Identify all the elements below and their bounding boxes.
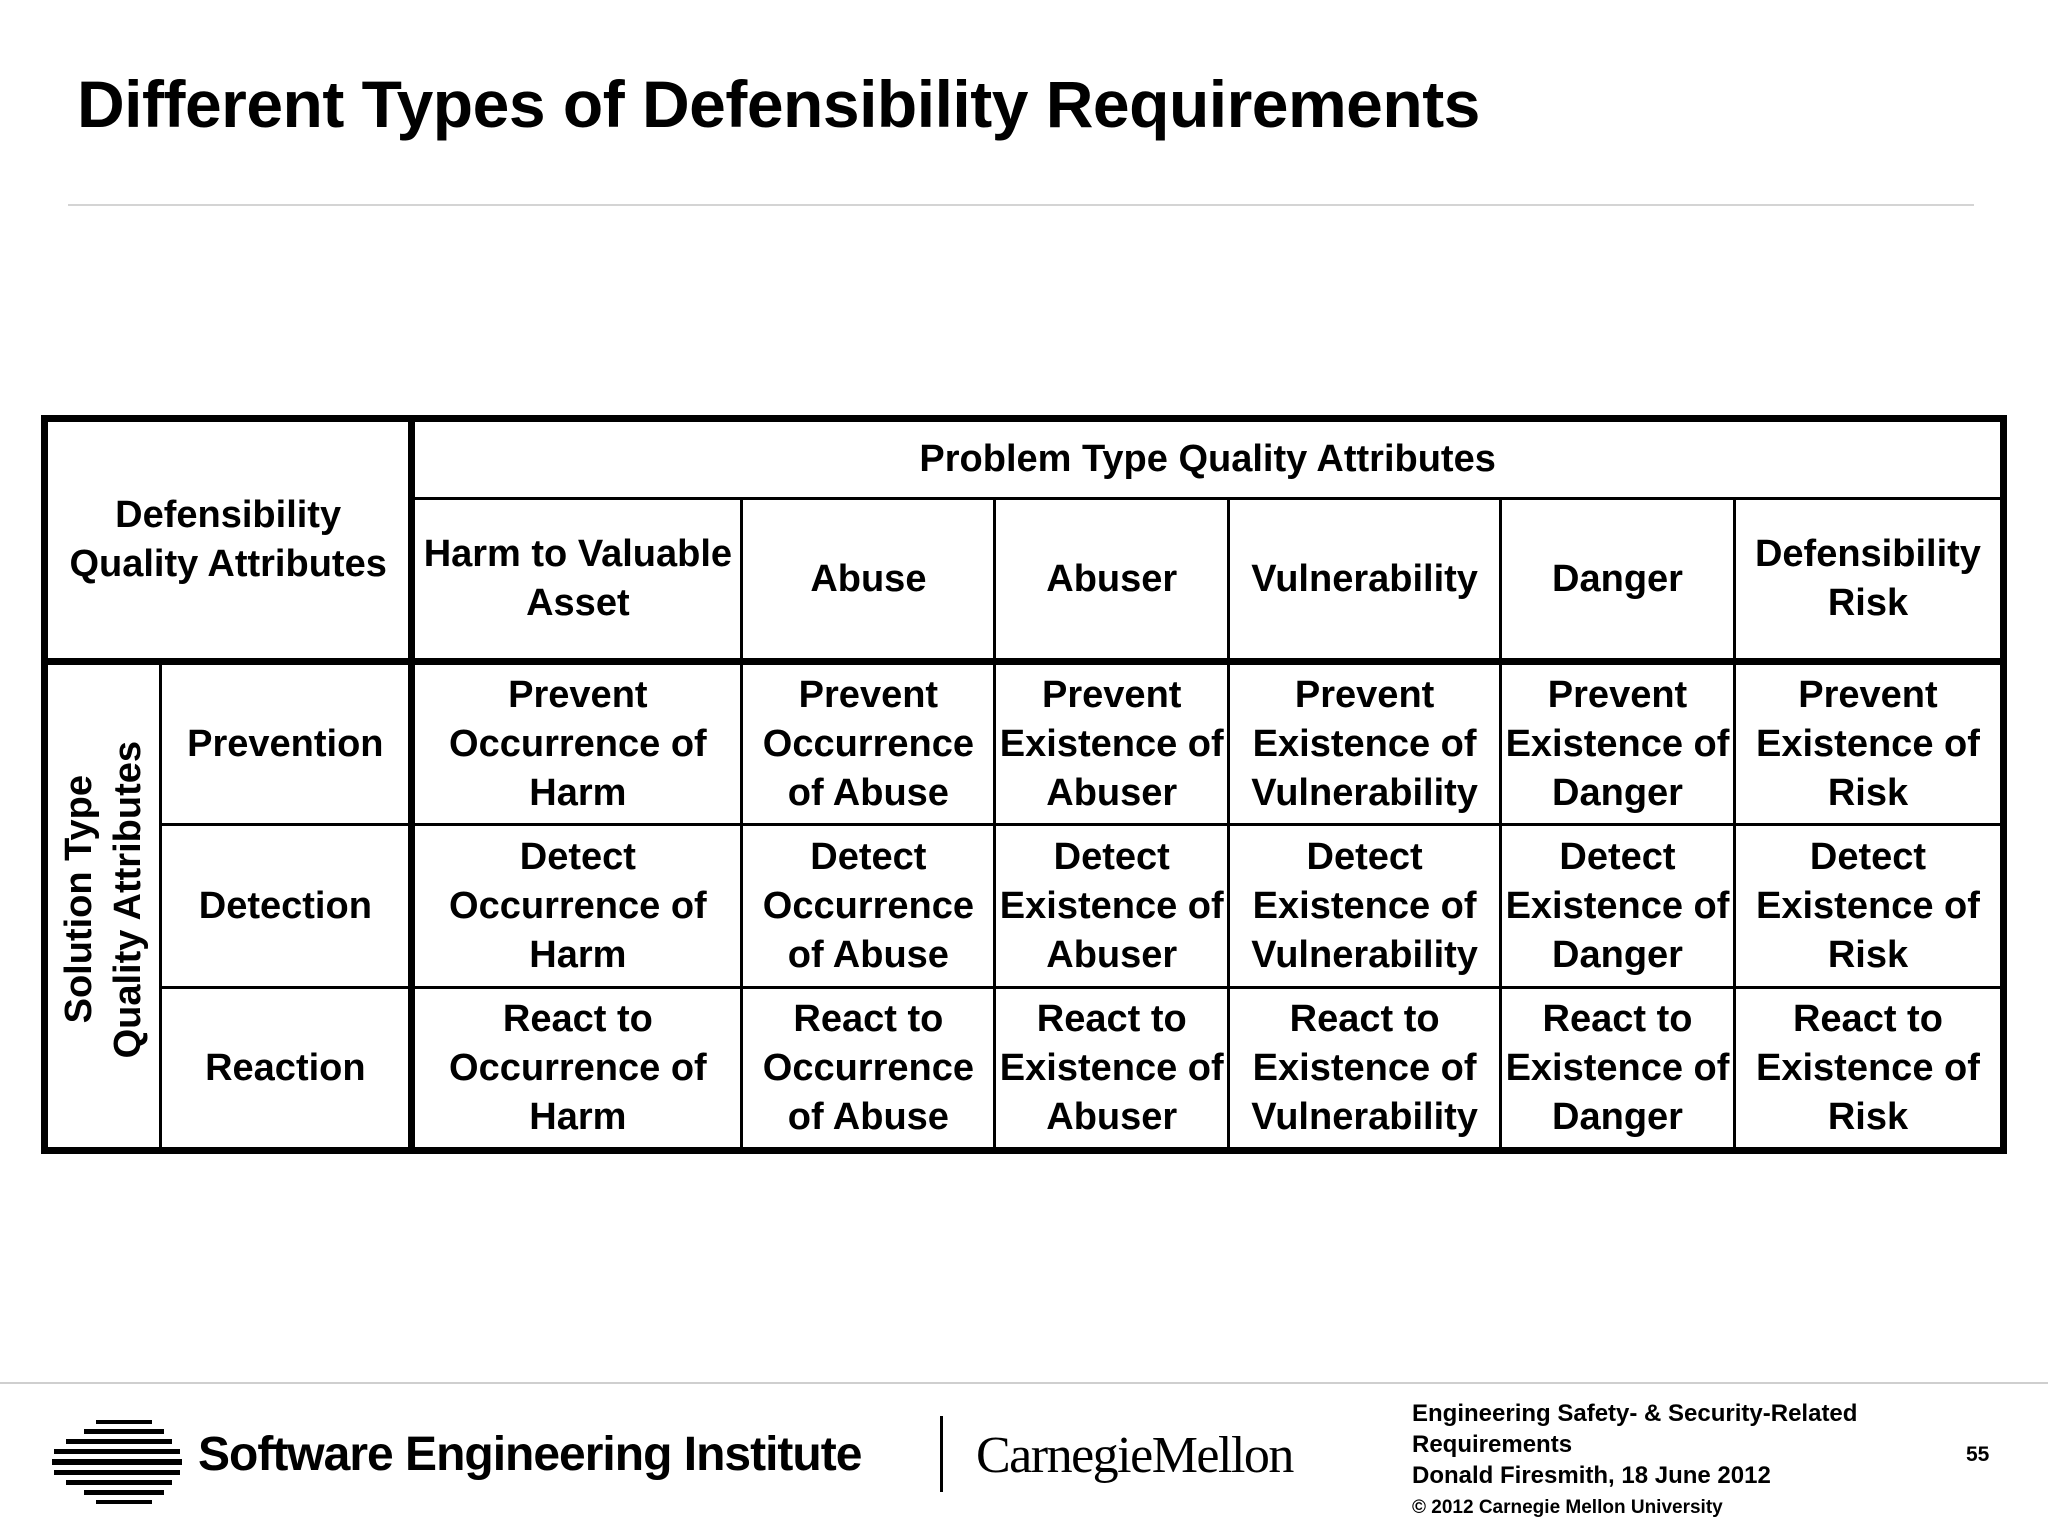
university-logo-text: CarnegieMellon — [976, 1427, 1293, 1484]
table-cell — [995, 662, 1229, 825]
table-cell — [1229, 825, 1501, 988]
column-header-text: Abuser — [1046, 557, 1178, 600]
cell-text: Prevent Existence of Risk — [1756, 673, 1980, 814]
table-cell — [1229, 662, 1501, 825]
cell-text: Prevent Occurrence of Abuse — [762, 673, 974, 814]
table-cell — [412, 662, 742, 825]
table-cell — [1501, 662, 1735, 825]
problem-type-header-text: Problem Type Quality Attributes — [919, 438, 1496, 480]
table-cell — [742, 988, 995, 1151]
problem-type-header — [412, 419, 2004, 499]
cell-text: Detect Existence of Vulnerability — [1251, 835, 1478, 976]
table-cell — [1734, 662, 2003, 825]
cell-text: Prevent Existence of Danger — [1505, 673, 1730, 814]
cell-text: Prevent Existence of Vulnerability — [1251, 673, 1478, 814]
cell-text: React to Occurrence of Abuse — [762, 997, 974, 1138]
cell-text: Detect Existence of Danger — [1505, 835, 1730, 976]
column-header-abuser — [995, 499, 1229, 662]
cell-text: Detect Existence of Abuser — [999, 835, 1224, 976]
table-cell — [412, 988, 742, 1151]
solution-type-header-text — [55, 741, 153, 1058]
cell-text: Detect Existence of Risk — [1756, 835, 1980, 976]
logo-divider — [940, 1416, 943, 1492]
defensibility-requirements-table — [41, 415, 2007, 1154]
copyright-notice: © 2012 Carnegie Mellon University — [1412, 1497, 1723, 1518]
footer-divider — [0, 1382, 2048, 1384]
column-header-harm — [412, 499, 742, 662]
cell-text: Detect Occurrence of Harm — [449, 835, 707, 976]
solution-type-header — [45, 662, 161, 1151]
footer-info — [1412, 1398, 1857, 1491]
cell-text: React to Existence of Risk — [1756, 997, 1980, 1138]
cell-text: React to Occurrence of Harm — [449, 997, 707, 1138]
corner-header-cell — [45, 419, 412, 662]
solution-type-line1: Solution Type — [57, 775, 100, 1024]
table-cell — [1734, 988, 2003, 1151]
table-cell — [742, 662, 995, 825]
cell-text: Prevent Occurrence of Harm — [449, 673, 707, 814]
institute-name: Software Engineering Institute — [198, 1428, 862, 1481]
cell-text: React to Existence of Vulnerability — [1251, 997, 1478, 1138]
corner-header-text: Defensibility Quality Attributes — [69, 494, 387, 585]
column-header-text: Abuse — [810, 557, 927, 600]
cell-text: React to Existence of Danger — [1505, 997, 1730, 1138]
column-header-abuse — [742, 499, 995, 662]
row-header-prevention — [161, 662, 412, 825]
course-title-line2: Requirements — [1412, 1431, 1573, 1458]
column-header-text: Danger — [1552, 557, 1683, 600]
table-cell — [995, 988, 1229, 1151]
sei-logo-icon — [52, 1418, 182, 1508]
slide-title: Different Types of Defensibility Requirements — [77, 67, 1480, 141]
row-header-reaction — [161, 988, 412, 1151]
table-cell — [412, 825, 742, 988]
column-header-text: Vulnerability — [1251, 557, 1478, 600]
solution-type-line2: Quality Attributes — [106, 740, 149, 1059]
title-divider — [68, 204, 1974, 206]
table-cell — [1501, 988, 1735, 1151]
cell-text: Prevent Existence of Abuser — [999, 673, 1224, 814]
column-header-defensibility-risk — [1734, 499, 2003, 662]
row-header-text: Prevention — [187, 722, 384, 765]
table-cell — [1501, 825, 1735, 988]
cell-text: React to Existence of Abuser — [999, 997, 1224, 1138]
row-header-text: Detection — [198, 884, 372, 927]
page-number: 55 — [1966, 1443, 1990, 1466]
row-header-detection — [161, 825, 412, 988]
course-title-line1: Engineering Safety- & Security-Related — [1412, 1400, 1858, 1427]
cell-text: Detect Occurrence of Abuse — [762, 835, 974, 976]
table-cell — [1229, 988, 1501, 1151]
table-cell — [1734, 825, 2003, 988]
table-cell — [995, 825, 1229, 988]
column-header-vulnerability — [1229, 499, 1501, 662]
column-header-danger — [1501, 499, 1735, 662]
author-date: Donald Firesmith, 18 June 2012 — [1412, 1462, 1771, 1489]
row-header-text: Reaction — [205, 1046, 366, 1089]
column-header-text: Defensibility Risk — [1754, 533, 1981, 624]
table-cell — [742, 825, 995, 988]
column-header-text: Harm to Valuable Asset — [423, 533, 733, 624]
